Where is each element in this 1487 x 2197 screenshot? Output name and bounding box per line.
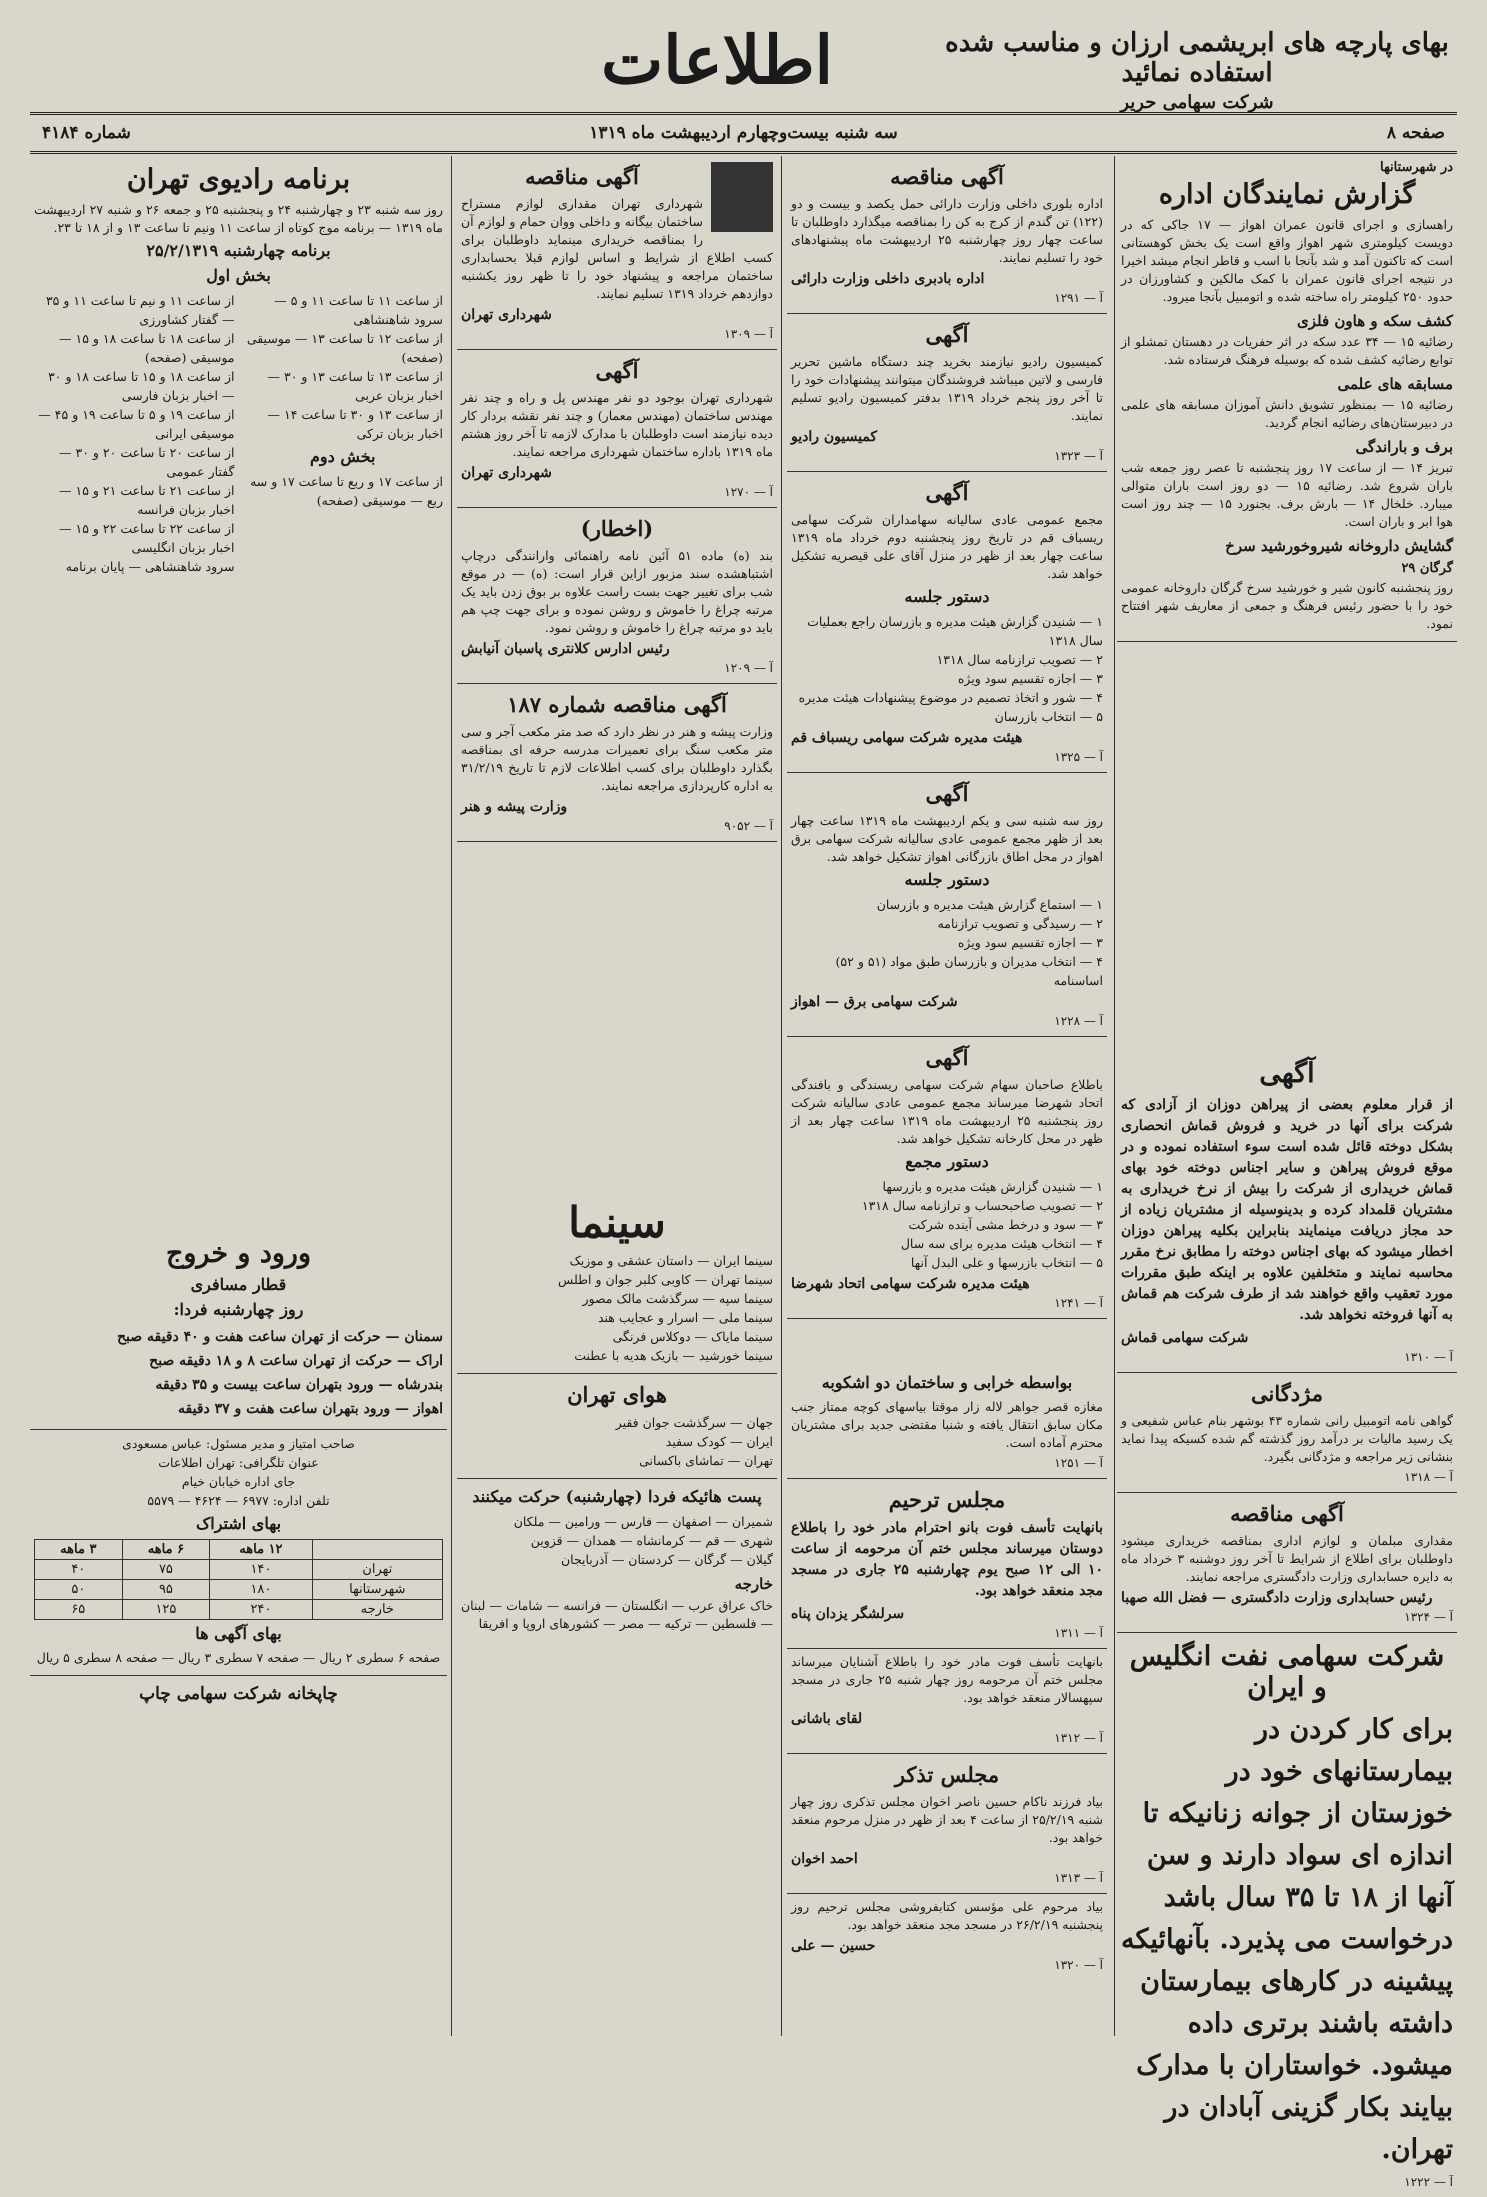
oil-title: شرکت سهامی نفت انگلیس و ایران <box>1129 1641 1445 1703</box>
remembrance-2-ref: آ — ۱۳۲۰ <box>1054 1958 1103 1972</box>
travel-item: بندرشاه — ورود بتهران ساعت بیست و ۳۵ دقیقه <box>155 1377 443 1393</box>
owner-line: صاحب امتیاز و مدیر مسئول: عباس مسعودی <box>122 1436 355 1451</box>
ad-prices-title: بهای آگهی ها <box>195 1624 282 1643</box>
ahvaz-ad-text: روز سه شنبه سی و یکم اردیبهشت ماه ۱۳۱۹ ساعت چهار بعد از ظهر مجمع عمومی عادی سالیانه شرکت سهامی برق اهواز در محل اطاق بازرگانی اهواز تشکیل خواهد شد. <box>791 813 1103 864</box>
oil-company-ad <box>1117 1633 1457 2197</box>
table-cell: شهرستانها <box>312 1580 442 1600</box>
column-rule <box>1114 156 1115 2036</box>
qom-ad-title: آگهی <box>925 480 969 505</box>
justice-tender-ad <box>1117 1493 1457 1633</box>
column-provinces <box>1117 156 1457 1036</box>
agenda-item: ۴ — انتخاب مدیران و بازرسان طبق مواد (۵۱ و ۵۲) اساسنامه <box>835 954 1103 988</box>
weather-item: جهان — سرگذشت جوان فقیر <box>615 1415 773 1430</box>
weather-text: تبریز ۱۴ — از ساعت ۱۷ روز پنجشنبه تا عصر روز جمعه شب باران شروع شد. رضائیه ۱۵ — دو روز است باران متوالی میبارد. خلخال ۱۴ — بارش برف. بجنورد ۱۵ — چند روز است هوا ابر و باران است. <box>1121 460 1454 529</box>
table-row <box>35 1560 443 1580</box>
table-header: ۳ ماهه <box>35 1540 123 1560</box>
table-row <box>35 1580 443 1600</box>
agenda-item: ۳ — سود و درخط مشی آینده شرکت <box>908 1217 1103 1232</box>
remembrance-ref: آ — ۱۳۱۳ <box>1054 1871 1103 1885</box>
table-cell: خارجه <box>312 1600 442 1620</box>
mail-item: شمیران — اصفهان — فارس — ورامین — ملکان <box>513 1514 773 1529</box>
table-cell: ۱۲۵ <box>122 1600 210 1620</box>
science-text: رضائیه ۱۵ — بمنظور تشویق دانش آموزان مسابقه های علمی در دبیرستان‌های رضائیه انجام گردید. <box>1121 397 1454 430</box>
reward-title: مژدگانی <box>1251 1381 1323 1406</box>
reward-ad <box>1117 1373 1457 1493</box>
radio-program-title: برنامه رادیوی تهران <box>126 164 351 195</box>
weather-title: برف و باراندگی <box>1355 438 1453 456</box>
subscription-table <box>34 1539 443 1620</box>
reward-text: گواهی نامه اتومبیل رانی شماره ۴۳ بوشهر بنام عباس شفیعی و یک رسید مالیات بر درآمد روز گذشته گم شده کسیکه پیدا نماید بنشانی زیر مراجعه و مژدگانی بگیرد. <box>1121 1413 1453 1464</box>
radio-item: از ساعت ۲۰ تا ساعت ۲۰ و ۳۰ — گفتار عمومی <box>59 445 235 479</box>
masthead <box>30 20 1457 113</box>
remembrance-ad-2 <box>787 1894 1107 1980</box>
remembrance-text: بیاد فرزند ناکام حسین ناصر اخوان مجلس تذکری روز چهار شنبه ۲۵/۲/۱۹ از ساعت ۴ بعد از ظهر در منزل مرحوم منعقد خواهد بود. <box>791 1794 1103 1845</box>
radio-item: از ساعت ۱۱ تا ساعت ۱۱ و ۵ — سرود شاهنشاهی <box>274 293 443 327</box>
cinema-item: سینما ملی — اسرار و عجایب هند <box>597 1310 773 1325</box>
warning-ref: آ — ۱۲۰۹ <box>724 661 773 675</box>
tender-ad <box>787 156 1107 314</box>
tender-title: آگهی مناقصه <box>890 164 1004 189</box>
travel-title: ورود و خروج <box>165 1238 312 1269</box>
weather-box-title: هوای تهران <box>567 1382 667 1407</box>
remembrance-title: مجلس تذکر <box>894 1762 1000 1787</box>
agenda-item: ۱ — استماع گزارش هیئت مدیره و بازرسان <box>876 897 1103 912</box>
cinema-item: سینما ایران — داستان عشقی و موزیک <box>569 1253 773 1268</box>
weather-list <box>461 1413 773 1470</box>
fabric-ad <box>1117 1050 1457 1373</box>
remembrance-2-sign: حسین — علی <box>791 1938 876 1954</box>
municipal-tender-text: شهرداری تهران مقداری لوازم مستراح ساختمان بیگانه و داخلی ووان حمام و لوازم آن را بمناقصه خریداری مینماید داوطلبان برای کسب اطلاع از شرایط و اساس لوازم قبلا بحسابداری ساختمان مراجعه و پیشنهاد خود را تا ظهر روز یکشنبه دوازدهم خرداد ۱۳۱۹ تسلیم نمایند. <box>461 196 773 301</box>
agenda-item: ۴ — شور و اتخاذ تصمیم در موضوع پیشنهادات هیئت مدیره <box>798 690 1103 705</box>
radio-ad-ref: آ — ۱۳۲۳ <box>1054 449 1103 463</box>
radio-program-intro: روز سه شنبه ۲۳ و چهارشنبه ۲۴ و پنجشنبه ۲۵ و جمعه ۲۶ و شنبه ۲۷ اردیبهشت ماه ۱۳۱۹ — برنامه موج کوتاه از ساعت ۱۱ ونیم تا ساعت ۱۳ و از ۱۸ تا ۲۳. <box>34 202 443 235</box>
radio-ad-title: آگهی <box>925 322 969 347</box>
cinema-item: سینما مایاک — دوکلاس فرنگی <box>612 1329 773 1344</box>
tender-187-ref: آ — ۹۰۵۲ <box>724 819 773 833</box>
ad-prices-text: صفحه ۶ سطری ۲ ریال — صفحه ۷ سطری ۳ ریال — صفحه ۸ سطری ۵ ریال <box>36 1650 441 1665</box>
agenda-item: ۲ — رسیدگی و تصویب ترازنامه <box>937 916 1103 931</box>
tender-sign: اداره بادبری داخلی وزارت دارائی <box>791 271 985 287</box>
masthead-ad <box>937 28 1457 113</box>
shop-moved-title: بواسطه خرابی و ساختمان دو اشکوبه <box>821 1373 1073 1392</box>
justice-tender-title: آگهی مناقصه <box>1230 1501 1344 1526</box>
tender-187-title: آگهی مناقصه شماره ۱۸۷ <box>507 692 727 717</box>
shahreza-agenda <box>791 1177 1103 1272</box>
fabric-sign: شرکت سهامی قماش <box>1121 1330 1249 1346</box>
fabric-text: از قرار معلوم بعضی از پیراهن دوزان از آزادی که شرکت برای آنها در خرید و فروش قماش انحصاری بشکل دوخته قائل شده است سوء استفاده نموده و در موقع فروش پیراهن و سایر اجناس دوخته خود بهای قماش خریداری از شرکت را بیش از نرخ خریداری به مشتریان قلمداد کرده و بدینوسیله از مشتریان زیاده از حد مجاز دریافت مینمایند بنابراین بکلیه پیراهن دوزان اخطار میشود که بهای اجناس دوخته را مطابق نرخ مقرر محاسبه نمایند و متخلفین علاوه بر اینکه طبق مقررات مورد تعقیب واقع خواهند شد از طرف شرکت هم قماش به آنها فروخته نخواهد شد. <box>1121 1097 1453 1323</box>
qom-ad-sign: هیئت مدیره شرکت سهامی ریسباف قم <box>791 730 1023 746</box>
tender-187-sign: وزارت پیشه و هنر <box>461 799 568 815</box>
justice-tender-ref: آ — ۱۳۲۴ <box>1404 1610 1453 1624</box>
subscription-title: بهای اشتراک <box>195 1514 282 1533</box>
exploration-title: کشف سکه و هاون فلزی <box>1297 312 1453 330</box>
agenda-item: ۵ — انتخاب بازرسان <box>994 709 1103 724</box>
agenda-item: ۲ — تصویب صاحبحساب و ترازنامه سال ۱۳۱۸ <box>861 1198 1103 1213</box>
shop-moved-ref: آ — ۱۲۵۱ <box>1054 1456 1103 1470</box>
shahreza-agenda-title: دستور مجمع <box>905 1152 989 1171</box>
cinema-list <box>461 1251 773 1365</box>
radio-item: از ساعت ۱۳ تا ساعت ۱۳ و ۳۰ — اخبار بزبان عربی <box>267 369 443 403</box>
column-notices-left <box>457 156 777 1186</box>
table-cell: ۲۴۰ <box>210 1600 312 1620</box>
radio-program <box>30 156 447 584</box>
radio-ad-text: کمیسیون رادیو نیازمند بخرید چند دستگاه ماشین تحریر فارسی و لاتین میباشد فروشندگان میتوانند پیشنهادات خود را تا آخر روز پنجم خرداد ۱۳۱۹ بدفتر کمیسیون رادیو تسلیم نمایند. <box>791 354 1103 423</box>
address-line: جای اداره خیابان خیام <box>181 1474 296 1489</box>
travel-box <box>30 1230 447 1430</box>
table-cell: ۵۰ <box>35 1580 123 1600</box>
table-cell: ۴۰ <box>35 1560 123 1580</box>
mail-list <box>461 1512 773 1594</box>
agenda-item: ۳ — اجازه تقسیم سود ویژه <box>957 671 1103 686</box>
travel-item: سمنان — حرکت از تهران ساعت هفت و ۴۰ دقیقه صبح <box>116 1329 443 1345</box>
travel-day: روز چهارشنبه فردا: <box>173 1300 304 1319</box>
mail-box <box>457 1479 777 1641</box>
engineers-ad <box>457 350 777 508</box>
gorgan-title: گشایش داروخانه شیروخورشید سرخ <box>1225 537 1453 555</box>
tender-ref: آ — ۱۲۹۱ <box>1054 291 1103 305</box>
travel-list <box>34 1325 443 1421</box>
masthead-ad-line2: شرکت سهامی حریر <box>1120 92 1274 113</box>
ahvaz-ad-title: آگهی <box>925 781 969 806</box>
memorial-2-ref: آ — ۱۳۱۲ <box>1054 1731 1103 1745</box>
radio-item: از ساعت ۱۳ و ۳۰ تا ساعت ۱۴ — اخبار بزبان ترکی <box>267 407 443 441</box>
tender-187-text: وزارت پیشه و هنر در نظر دارد که صد متر مکعب آجر و سی متر مکعب سنگ برای تعمیرات مدرسه حرفه ای بمناقصه بگذارد داوطلبان برای کسب اطلاعات لازم تا تاریخ ۳۱/۲/۱۹ به اداره کارپردازی مراجعه نمایند. <box>461 724 773 793</box>
cinema-title: سینما <box>568 1198 666 1247</box>
cinema-listings <box>457 1190 777 1374</box>
table-row <box>35 1540 443 1560</box>
memorial-1-ref: آ — ۱۳۱۱ <box>1054 1626 1103 1640</box>
remembrance-ad <box>787 1754 1107 1894</box>
qom-ad-text: مجمع عمومی عادی سالیانه سهامداران شرکت سهامی ریسباف قم در تاریخ روز پنجشنبه دوم خرداد ماه ۱۳۱۹ ساعت چهار بعد از ظهر در منزل آقای علی قیصریه تشکیل خواهد شد. <box>791 512 1103 581</box>
table-cell: ۶۵ <box>35 1600 123 1620</box>
table-cell: تهران <box>312 1560 442 1580</box>
table-header: ۶ ماهه <box>122 1540 210 1560</box>
radio-item: از ساعت ۱۹ و ۵ تا ساعت ۱۹ و ۴۵ — موسیقی ایرانی <box>38 407 235 441</box>
fabric-title: آگهی <box>1259 1058 1315 1089</box>
radio-ad-sign: کمیسیون رادیو <box>791 429 878 445</box>
column-rule <box>781 156 782 2036</box>
radio-item: از ساعت ۱۷ و ربع تا ساعت ۱۷ و سه ربع — موسیقی (صفحه) <box>250 474 443 508</box>
table-cell: ۱۸۰ <box>210 1580 312 1600</box>
municipal-emblem-icon <box>711 162 773 232</box>
dateline <box>30 112 1457 154</box>
shahreza-ad-title: آگهی <box>925 1045 969 1070</box>
agenda-item: ۵ — انتخاب بازرسها و علی البدل آنها <box>910 1255 1103 1270</box>
tender-187-ad <box>457 684 777 842</box>
qom-assembly-ad <box>787 472 1107 773</box>
mail-item: گیلان — گرگان — کردستان — آذربایجان <box>560 1552 773 1567</box>
ahvaz-agenda-title: دستور جلسه <box>904 870 990 889</box>
radio-item: سرود شاهنشاهی — پایان برنامه <box>65 559 235 574</box>
issue-number: شماره ۴۱۸۴ <box>42 123 131 143</box>
fabric-ref: آ — ۱۳۱۰ <box>1404 1350 1453 1364</box>
weather-item: تهران — تماشای باکسانی <box>639 1453 773 1468</box>
issue-date: سه شنبه بیست‌وچهارم اردیبهشت ماه ۱۳۱۹ <box>589 123 898 143</box>
ahvaz-assembly-ad <box>787 773 1107 1037</box>
memorial-1-sign: سرلشگر یزدان پناه <box>791 1606 905 1622</box>
cinema-item: سینما تهران — کاوبی کلبر جوان و اطلس <box>558 1272 773 1287</box>
ahvaz-ad-ref: آ — ۱۲۲۸ <box>1054 1014 1103 1028</box>
cinema-item: سینما خورشید — بازیک هدیه با عطنت <box>574 1348 773 1363</box>
column-radio-schedule <box>30 156 447 1216</box>
table-header <box>312 1540 442 1560</box>
qom-ad-ref: آ — ۱۳۲۵ <box>1054 750 1103 764</box>
column-memorials <box>787 1365 1107 2010</box>
agenda-item: ۴ — انتخاب هیئت مدیره برای سه سال <box>900 1236 1103 1251</box>
shahreza-assembly-ad <box>787 1037 1107 1319</box>
municipal-tender-sign: شهرداری تهران <box>461 307 552 323</box>
mail-title: پست هائیکه فردا (چهارشنبه) حرکت میکنند <box>472 1487 762 1506</box>
cinema-item: سینما سپه — سرگذشت مالک مصور <box>582 1291 773 1306</box>
memorial-2-sign: لقای باشانی <box>791 1711 863 1727</box>
table-row <box>35 1600 443 1620</box>
radio-schedule-right <box>243 291 444 576</box>
engineers-sign: شهرداری تهران <box>461 465 552 481</box>
travel-item: اهواز — ورود بتهران ساعت هفت و ۳۷ دقیقه <box>177 1401 443 1417</box>
gorgan-subtitle: گرگان ۲۹ <box>1401 561 1453 576</box>
municipal-tender-ref: آ — ۱۳۰۹ <box>724 327 773 341</box>
column-cinema <box>457 1190 777 2010</box>
section-label: در شهرستانها <box>1380 160 1453 175</box>
engineers-text: شهرداری تهران بوجود دو نفر مهندس پل و راه و چند نفر مهندس ساختمان (مهندس معمار) و چند نفر نقشه بردار کار دیده نیازمند است داوطلبان با مدارک لازمه تا آخر روز هشتم ماه ۱۳۱۹ باداره ساختمان شهرداری مراجعه نمایند. <box>461 390 773 459</box>
table-cell: ۷۵ <box>122 1560 210 1580</box>
column-notices-center <box>787 156 1107 1356</box>
agenda-item: ۳ — اجازه تقسیم سود ویژه <box>957 935 1103 950</box>
mail-item: شهری — قم — کرمانشاه — همدان — قزوین <box>530 1533 773 1548</box>
ahvaz-ad-sign: شرکت سهامی برق — اهواز <box>791 994 958 1010</box>
radio-item: از ساعت ۱۱ و نیم تا ساعت ۱۱ و ۳۵ — گفتار کشاورزی <box>45 293 235 327</box>
telegraph-line: عنوان تلگرافی: تهران اطلاعات <box>158 1455 319 1470</box>
table-header: ۱۲ ماهه <box>210 1540 312 1560</box>
ahvaz-agenda <box>791 895 1103 990</box>
shahreza-ad-text: باطلاع صاحبان سهام شرکت سهامی ریسندگی و بافندگی اتحاد شهرضا میرساند مجمع عمومی عادی سالیانه شرکت روز پنجشنبه ۲۵ اردیبهشت ماه ۱۳۱۹ ساعت چهار بعد از ظهر در محل کارخانه تشکیل خواهد شد. <box>791 1077 1103 1146</box>
column-rule <box>451 156 452 2036</box>
radio-commission-ad <box>787 314 1107 472</box>
publisher-lines <box>34 1434 443 1510</box>
radio-item: از ساعت ۲۲ تا ساعت ۲۲ و ۱۵ — اخبار بزبان انگلیسی <box>59 521 235 555</box>
shahreza-ad-ref: آ — ۱۲۴۱ <box>1054 1296 1103 1310</box>
radio-item: از ساعت ۱۸ تا ساعت ۱۸ و ۱۵ — موسیقی (صفحه) <box>59 331 235 365</box>
tender-text: اداره بلوری داخلی وزارت دارائی حمل یکصد و بیست و دو (۱۲۲) تن گندم از کرج به کن را بمناقصه میگذارد داوطلبان تا ساعت چهار روز چهارشنبه ۲۵ اردیبهشت ماه پیشنهادهای خود را تسلیم نمایند. <box>791 196 1104 265</box>
science-title: مسابقه های علمی <box>1337 375 1453 393</box>
gorgan-text: روز پنجشنبه کانون شیر و خورشید سرخ گرگان داروخانه عمومی خود را با حضور رئیس فرهنگ و جمعی از معاریف شهر افتتاح نمود. <box>1121 580 1453 631</box>
mail-item: خارجه <box>734 1575 773 1593</box>
travel-item: اراک — حرکت از تهران ساعت ۸ و ۱۸ دقیقه صبح <box>149 1353 443 1369</box>
justice-tender-text: مقداری مبلمان و لوازم اداری بمناقصه خریداری میشود داوطلبان برای اطلاع از شرایط تا آخر روز دوشنبه ۳ خرداد ماه به دایره حسابداری وزارت دادگستری مراجعه نمایند. <box>1121 1533 1453 1584</box>
qom-agenda-title: دستور جلسه <box>904 587 990 606</box>
engineers-title: آگهی <box>595 358 639 383</box>
shahreza-ad-sign: هیئت مدیره شرکت سهامی اتحاد شهرضا <box>791 1276 1030 1292</box>
table-cell: ۹۵ <box>122 1580 210 1600</box>
radio-item: از ساعت ۱۲ تا ساعت ۱۳ — موسیقی (صفحه) <box>246 331 443 365</box>
newspaper-logo: اطلاعات <box>601 21 833 99</box>
municipal-tender-ad <box>457 156 777 350</box>
weather-item: ایران — کودک سفید <box>665 1434 773 1449</box>
radio-schedule-left <box>34 291 235 576</box>
warning-title: (اخطار) <box>580 516 654 541</box>
masthead-ad-line1: بهای پارچه های ابریشمی ارزان و مناسب شده استفاده نمائید <box>945 28 1449 88</box>
report-text: راهسازی و اجرای قانون عمران اهواز — ۱۷ جاکی که در دویست کیلومتری شهر اهواز واقع است یک بخش کوهستانی است که تاکنون آمد و شد بآنجا با اسب و قاطر انجام میشد اخیرا در نتیجه اجرای قانون عمران با کمک مالکین و کشاورزان در حدود ۲۵۰ کیلومتر راه ساخته شده و اتومبیل بآنجا میرود. <box>1121 217 1453 304</box>
radio-item: از ساعت ۲۱ تا ساعت ۲۱ و ۱۵ — اخبار بزبان فرانسه <box>59 483 235 517</box>
memorial-1-title: مجلس ترحیم <box>888 1487 1006 1512</box>
warning-text: بند (ه) ماده ۵۱ آئین نامه راهنمائی وارانندگی درچاپ اشتباهشده سند مزبور ازاین قرار است: (ه) — در موقع شب برای تغییر جهت بست راست علاوه بر بوق زدن باید یک مرتبه چراغ را خاموش و روشن نموده و برای جهت چپ هم باید دو مرتبه چراغ را خاموش و روشن نمود. <box>461 548 773 635</box>
memorial-ad-2 <box>787 1649 1107 1754</box>
agenda-item: ۲ — تصویب ترازنامه سال ۱۳۱۸ <box>936 652 1103 667</box>
radio-part2-title: بخش دوم <box>309 447 376 466</box>
agenda-item: ۱ — شنیدن گزارش هیئت مدیره و بازرسان راجع بعملیات سال ۱۳۱۸ <box>807 614 1103 648</box>
weather-box <box>457 1374 777 1479</box>
reward-ref: آ — ۱۳۱۸ <box>1404 1470 1453 1484</box>
column-info <box>30 1230 447 2010</box>
municipal-tender-title: آگهی مناقصه <box>525 164 639 189</box>
printer-credit: چاپخانه شرکت سهامی چاپ <box>139 1684 338 1704</box>
mail-abroad: خاک عراق عرب — انگلستان — فرانسه — شامات — لبنان — فلسطین — ترکیه — مصر — کشورهای اروپا و افریقا <box>461 1598 773 1631</box>
memorial-1-text: بانهایت تأسف فوت بانو احترام مادر خود را باطلاع دوستان میرساند مجلس ختم آن مرحومه از ساعت ۱۰ الی ۱۲ صبح یوم چهارشنبه ۲۵ جاری در مسجد مجد منعقد خواهد بود. <box>791 1520 1104 1599</box>
warning-sign: رئیس ادارس کلانتری پاسبان آنیابش <box>461 641 670 657</box>
radio-program-day: برنامه چهارشنبه ۲۵/۲/۱۳۱۹ <box>146 241 331 260</box>
warning-notice <box>457 508 777 684</box>
qom-agenda <box>791 612 1103 726</box>
oil-ref: آ — ۱۲۲۲ <box>1404 2175 1453 2189</box>
publisher-info <box>30 1430 447 1676</box>
agenda-item: ۱ — شنیدن گزارش هیئت مدیره و بازرسها <box>882 1179 1103 1194</box>
radio-part1-title: بخش اول <box>206 266 271 285</box>
exploration-text: رضائیه ۱۵ — ۳۴ عدد سکه در اثر حفریات در دهستان تمشلو از توابع رضائیه کشف شده که بوسیله فرهنگ فرستاده شد. <box>1121 334 1454 367</box>
shop-moved-text: مغازه قصر جواهر لاله زار موقتا بیاسهای کوچه ممتاز جنب مکان سابق انتقال یافته و شنبا مقتضی جدید برای مشتریان محترم آماده است. <box>791 1399 1103 1450</box>
memorial-2-text: بانهایت تأسف فوت مادر خود را باطلاع آشنایان میرساند مجلس ختم آن مرحومه روز چهار شنبه ۲۵ جاری در مسجد سپهسالار منعقد خواهد بود. <box>791 1654 1103 1705</box>
page-number: صفحه ۸ <box>1386 123 1445 143</box>
report-title: گزارش نمایندگان اداره <box>1158 179 1416 210</box>
engineers-ref: آ — ۱۲۷۰ <box>724 485 773 499</box>
remembrance-sign: احمد اخوان <box>791 1851 858 1867</box>
provinces-report <box>1117 156 1457 642</box>
remembrance-2-text: بیاد مرحوم علی مؤسس کتابفروشی مجلس ترحیم روز پنجشنبه ۲۶/۲/۱۹ در مسجد مجد منعقد خواهد بود. <box>791 1899 1103 1932</box>
radio-item: از ساعت ۱۸ و ۱۵ تا ساعت ۱۸ و ۳۰ — اخبار بزبان فارسی <box>48 369 235 403</box>
justice-tender-sign: رئیس حسابداری وزارت دادگستری — فضل الله صهبا <box>1121 1590 1433 1606</box>
oil-text: برای کار کردن در بیمارستانهای خود در خوزستان از جوانه زنانیکه تا اندازه ای سواد دارند و سن آنها از ۱۸ تا ۳۵ سال باشد درخواست می پذیرد. بآنهائیکه پیشینه در کارهای بیمارستان داشته باشند برتری داده میشود. خواستاران با مدارک بیایند بکار گزینی آبادان در تهران. <box>1120 1714 1453 2165</box>
shop-moved-ad <box>787 1365 1107 1479</box>
phone-line: تلفن اداره: ۶۹۷۷ — ۴۶۲۴ — ۵۵۷۹ <box>147 1493 330 1508</box>
memorial-ad-1 <box>787 1479 1107 1649</box>
column-ads-right-lower <box>1117 1050 1457 2189</box>
table-cell: ۱۴۰ <box>210 1560 312 1580</box>
travel-subtitle: قطار مسافری <box>190 1275 287 1294</box>
